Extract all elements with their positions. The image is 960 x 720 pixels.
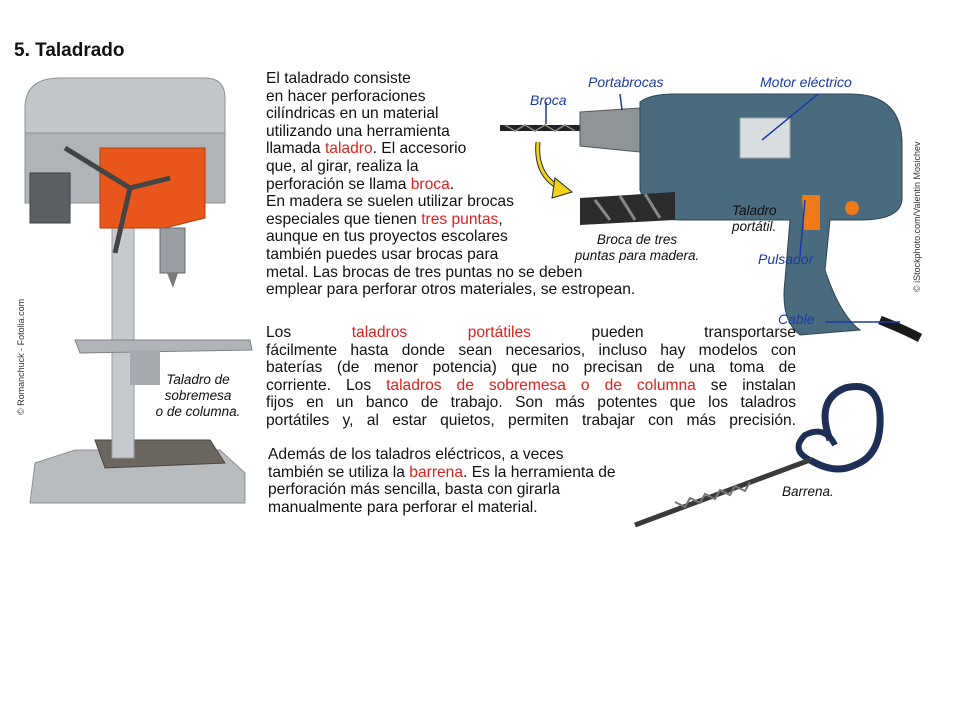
text: especiales que tienen [266,210,422,228]
text: perforación se llama [266,175,411,193]
p1-line: que, al girar, realiza la [266,157,419,175]
drill-press-image [20,78,255,508]
p1-line: en hacer perforaciones [266,87,426,105]
caption-column-drill [148,372,248,420]
caption-barrena: Barrena. [782,484,834,499]
highlight-taladros-portatiles: taladros portátiles [351,324,531,341]
p1-line: El taladrado consiste [266,70,411,87]
p1-line: aunque en tus proyectos escolares [266,228,508,246]
highlight-barrena: barrena [409,463,464,481]
barrena-image [630,380,890,530]
p3-line: perforación más sencilla, basta con girarla [268,481,561,499]
caption-column-line3: o de columna. [155,404,241,419]
text: llamada [266,140,325,158]
p1-line: En madera se suelen utilizar brocas [266,193,514,211]
text: , [498,210,503,228]
highlight-taladros-columna: taladros de sobremesa o de columna [386,376,696,394]
paragraph-barrena [268,446,688,516]
caption-broca-line2: puntas para madera. [574,248,700,263]
highlight-tres-puntas: tres puntas [421,210,499,228]
caption-broca-line1: Broca de tres [596,232,678,247]
label-pulsador: Pulsador [758,251,814,267]
p2-line: baterías (de menor potencia) que no precisan de una toma de [266,359,796,377]
text: Los [266,324,352,341]
text: . Es la herramienta de [463,463,616,481]
caption-portatil-line1: Taladro [732,203,777,218]
text: corriente. Los [266,376,387,394]
caption-portatil-line2: portátil. [732,219,777,234]
label-motor: Motor eléctrico [760,74,852,90]
label-portabrocas: Portabrocas [588,74,664,90]
p1-line: utilizando una herramienta [266,122,450,140]
text: también se utiliza la [268,463,410,481]
credit-right: © iStockphoto.com/Valentin Mosichev [912,141,922,292]
text: pueden transportarse [530,324,796,341]
label-cable: Cable [778,311,815,327]
highlight-taladro: taladro [324,140,373,158]
p3-line: manualmente para perforar el material. [268,498,538,516]
caption-broca-tres-puntas [562,232,712,264]
caption-column-line1: Taladro de [166,372,230,387]
label-broca: Broca [530,92,567,108]
p2-line: fácilmente hasta donde sean necesarios, incluso hay modelos con [266,341,796,359]
text: . El accesorio [372,140,467,158]
p1-line: metal. Las brocas de tres puntas no se deben [266,263,583,281]
p2-line [266,324,796,342]
page-title: 5. Taladrado [14,40,125,61]
p3-line [268,464,688,482]
text: . [449,175,455,193]
portable-drill-image [500,80,920,340]
p2-line: fijos en un banco de trabajo. Son más potentes que los taladros [266,394,796,412]
p2-line: portátiles y, al estar quietos, permiten trabajar con más precisión. [266,411,796,429]
p1-line: cilíndricas en un material [266,105,439,123]
caption-column-line2: sobremesa [164,388,232,403]
caption-taladro-portatil [732,203,777,235]
highlight-broca: broca [410,175,450,193]
text: se instalan [695,376,796,394]
credit-left: © Romanchuck - Fotolia.com [16,298,26,415]
p3-line: Además de los taladros eléctricos, a veces [268,446,564,463]
p1-line: también puedes usar brocas para [266,245,499,263]
p1-line: emplear para perforar otros materiales, se estropean. [266,281,636,299]
